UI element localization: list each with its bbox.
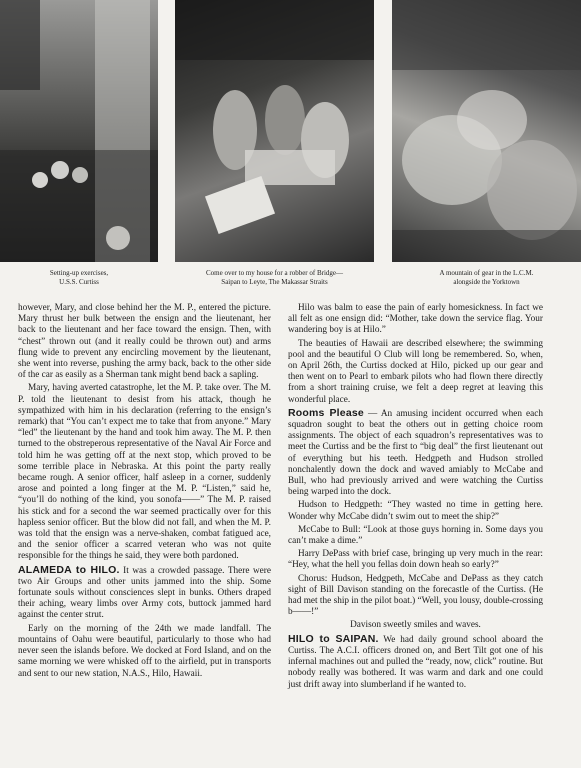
- left-paragraph-3: It was a crowded passage. There were two Air Groups and other units jammed into the ship. Some fortunate souls without consciences slept in bunks. Others draped their aching, weary limbs over Army cots, buttock jammed hard against the center strut.: [18, 565, 271, 621]
- caption-2-line-2: Saipan to Leyte, The Makassar Straits: [221, 277, 328, 286]
- caption-photo-2: [175, 269, 374, 286]
- heading-hilo-to-saipan: HILO to SAIPAN.: [288, 632, 379, 645]
- heading-alameda-to-hilo: ALAMEDA to HILO.: [18, 563, 120, 576]
- right-section-rooms: [288, 408, 543, 499]
- right-paragraph-3: — An amusing incident occurred when each squadron sought to beat the others out in getting choice room assignments. The object of each squadron’s representatives was to meet the Curtiss and be the first to “big deal” the first lieutenant out of everything but his teeth. Hedgpeth and Hudson strolled nonchalently down the dock and waved amiably to McCabe and Bull, who had previously arrived and were watching the Curtiss being warped into the dock.: [288, 408, 543, 498]
- photo-bridge-game: [175, 0, 374, 262]
- photo-3-shapes: [392, 0, 581, 262]
- caption-3-line-2: alongside the Yorktown: [453, 277, 520, 286]
- photo-1-shapes: [0, 0, 158, 262]
- caption-1-line-2: U.S.S. Curtiss: [59, 277, 99, 286]
- left-paragraph-2: Mary, having averted catastrophe, let the M. P. take over. The M. P. told the lieutenant to desist from his attack, though he sympathized with him in his declaration (referring to the ensign’s remark) that “You can’t expect me to take that from anyone.” Mary “led” the lieutenant by the hand and took him away. The M. P. then turned to the obstreperous representative of the Naval Air Force and told him he was getting off at the next stop, which proved to be some terrible place in Nebraska. At this point the party really became rough. A senior officer, half asleep in a corner, suddenly arose and pointed a long finger at the M. P. “Listen,” said he, “you’ll do nothing of the kind, you sonofa——” The M. P. raised his stick and for a second the war seemed practically over for this hapless senior officer. But the blow did not fall, and when the M. P. was told that the ensign was a nerve-shaken, combat fatigued ace, and the senior officer a scarred veteran who was not quite responsible for the things he said, they were both pardoned.: [18, 383, 271, 562]
- caption-1-line-1: Setting-up exercises,: [49, 269, 109, 277]
- photo-mountain-of-gear: [392, 0, 581, 262]
- right-column: [288, 303, 543, 693]
- caption-2-line-1: Come over to my house for a robber of Bridge—: [205, 269, 344, 277]
- right-paragraph-2: The beauties of Hawaii are described elsewhere; the swimming pool and the beautiful O Club will long be remembered. So, when, on April 26th, the Curtiss docked at Hilo, picked up our gear and then went on to Pearl to embark pilots who had flown there directly from a short training cruise, we felt a deep regret at leaving this wonderful place.: [288, 338, 543, 405]
- left-section-alameda: [18, 565, 271, 622]
- photo-2-shapes: [175, 0, 374, 262]
- right-paragraph-4: Hudson to Hedgpeth: “They wasted no time in getting here. Wonder why McCabe didn’t swim out to meet the ship?”: [288, 500, 543, 522]
- right-paragraph-8: Davison sweetly smiles and waves.: [350, 620, 481, 631]
- left-column: [18, 303, 271, 682]
- caption-photo-3: [392, 269, 581, 286]
- right-paragraph-9: We had daily ground school aboard the Curtiss. The A.C.I. officers droned on, and Bert Tilt got one of his infernal machines out and pulled the “ready, now, click” routine. But nobody really was bothered. It was warm and dark and one could just drift away into slumberland if he wanted to.: [288, 634, 543, 690]
- left-paragraph-4: Early on the morning of the 24th we made landfall. The mountains of Oahu were beautiful, particularly to those who had never seen the islands before. We docked at Ford Island, and on the same morning we were whisked off to the airfield, put in transports and sent to our new station, N.A.S., Hilo, Hawaii.: [18, 623, 271, 679]
- heading-rooms-please: Rooms Please: [288, 406, 364, 419]
- right-section-hilo-saipan: [288, 634, 543, 691]
- photo-setting-up-exercises: [0, 0, 158, 262]
- right-paragraph-1: Hilo was balm to ease the pain of early homesickness. In fact we all felt as one ensign did: “Mother, take down the service flag. Your wandering boy is at Hilo.”: [288, 303, 543, 336]
- right-paragraph-6: Harry DePass with brief case, bringing up very much in the rear: “Hey, what the hell you fellas doin down heah so early?”: [288, 549, 543, 571]
- caption-3-line-1: A mountain of gear in the L.C.M.: [439, 269, 534, 277]
- caption-photo-1: [0, 269, 158, 286]
- right-paragraph-7: Chorus: Hudson, Hedgpeth, McCabe and DePass as they catch sight of Bill Davison standing on the forecastle of the Curtiss. (He had met the ship in the pilot boat.) “Well, you lousy, double-crossing b——!”: [288, 573, 543, 618]
- right-paragraph-5: McCabe to Bull: “Look at those guys horning in. Some days you can’t make a dime.”: [288, 524, 543, 547]
- left-paragraph-1: however, Mary, and close behind her the M. P., entered the picture. Mary thrust her bulk between the ensign and the lieutenant, her back to the lieutenant and her face toward the ensign. Then, with “chest” thrown out (and it really could be thrown out) and arms flung wide to prevent any encircling movement by the lieutenant, she went into reverse, pushing the army back, back to the other side of the car as easily as a Sherman tank might bend back a sapling.: [18, 303, 271, 381]
